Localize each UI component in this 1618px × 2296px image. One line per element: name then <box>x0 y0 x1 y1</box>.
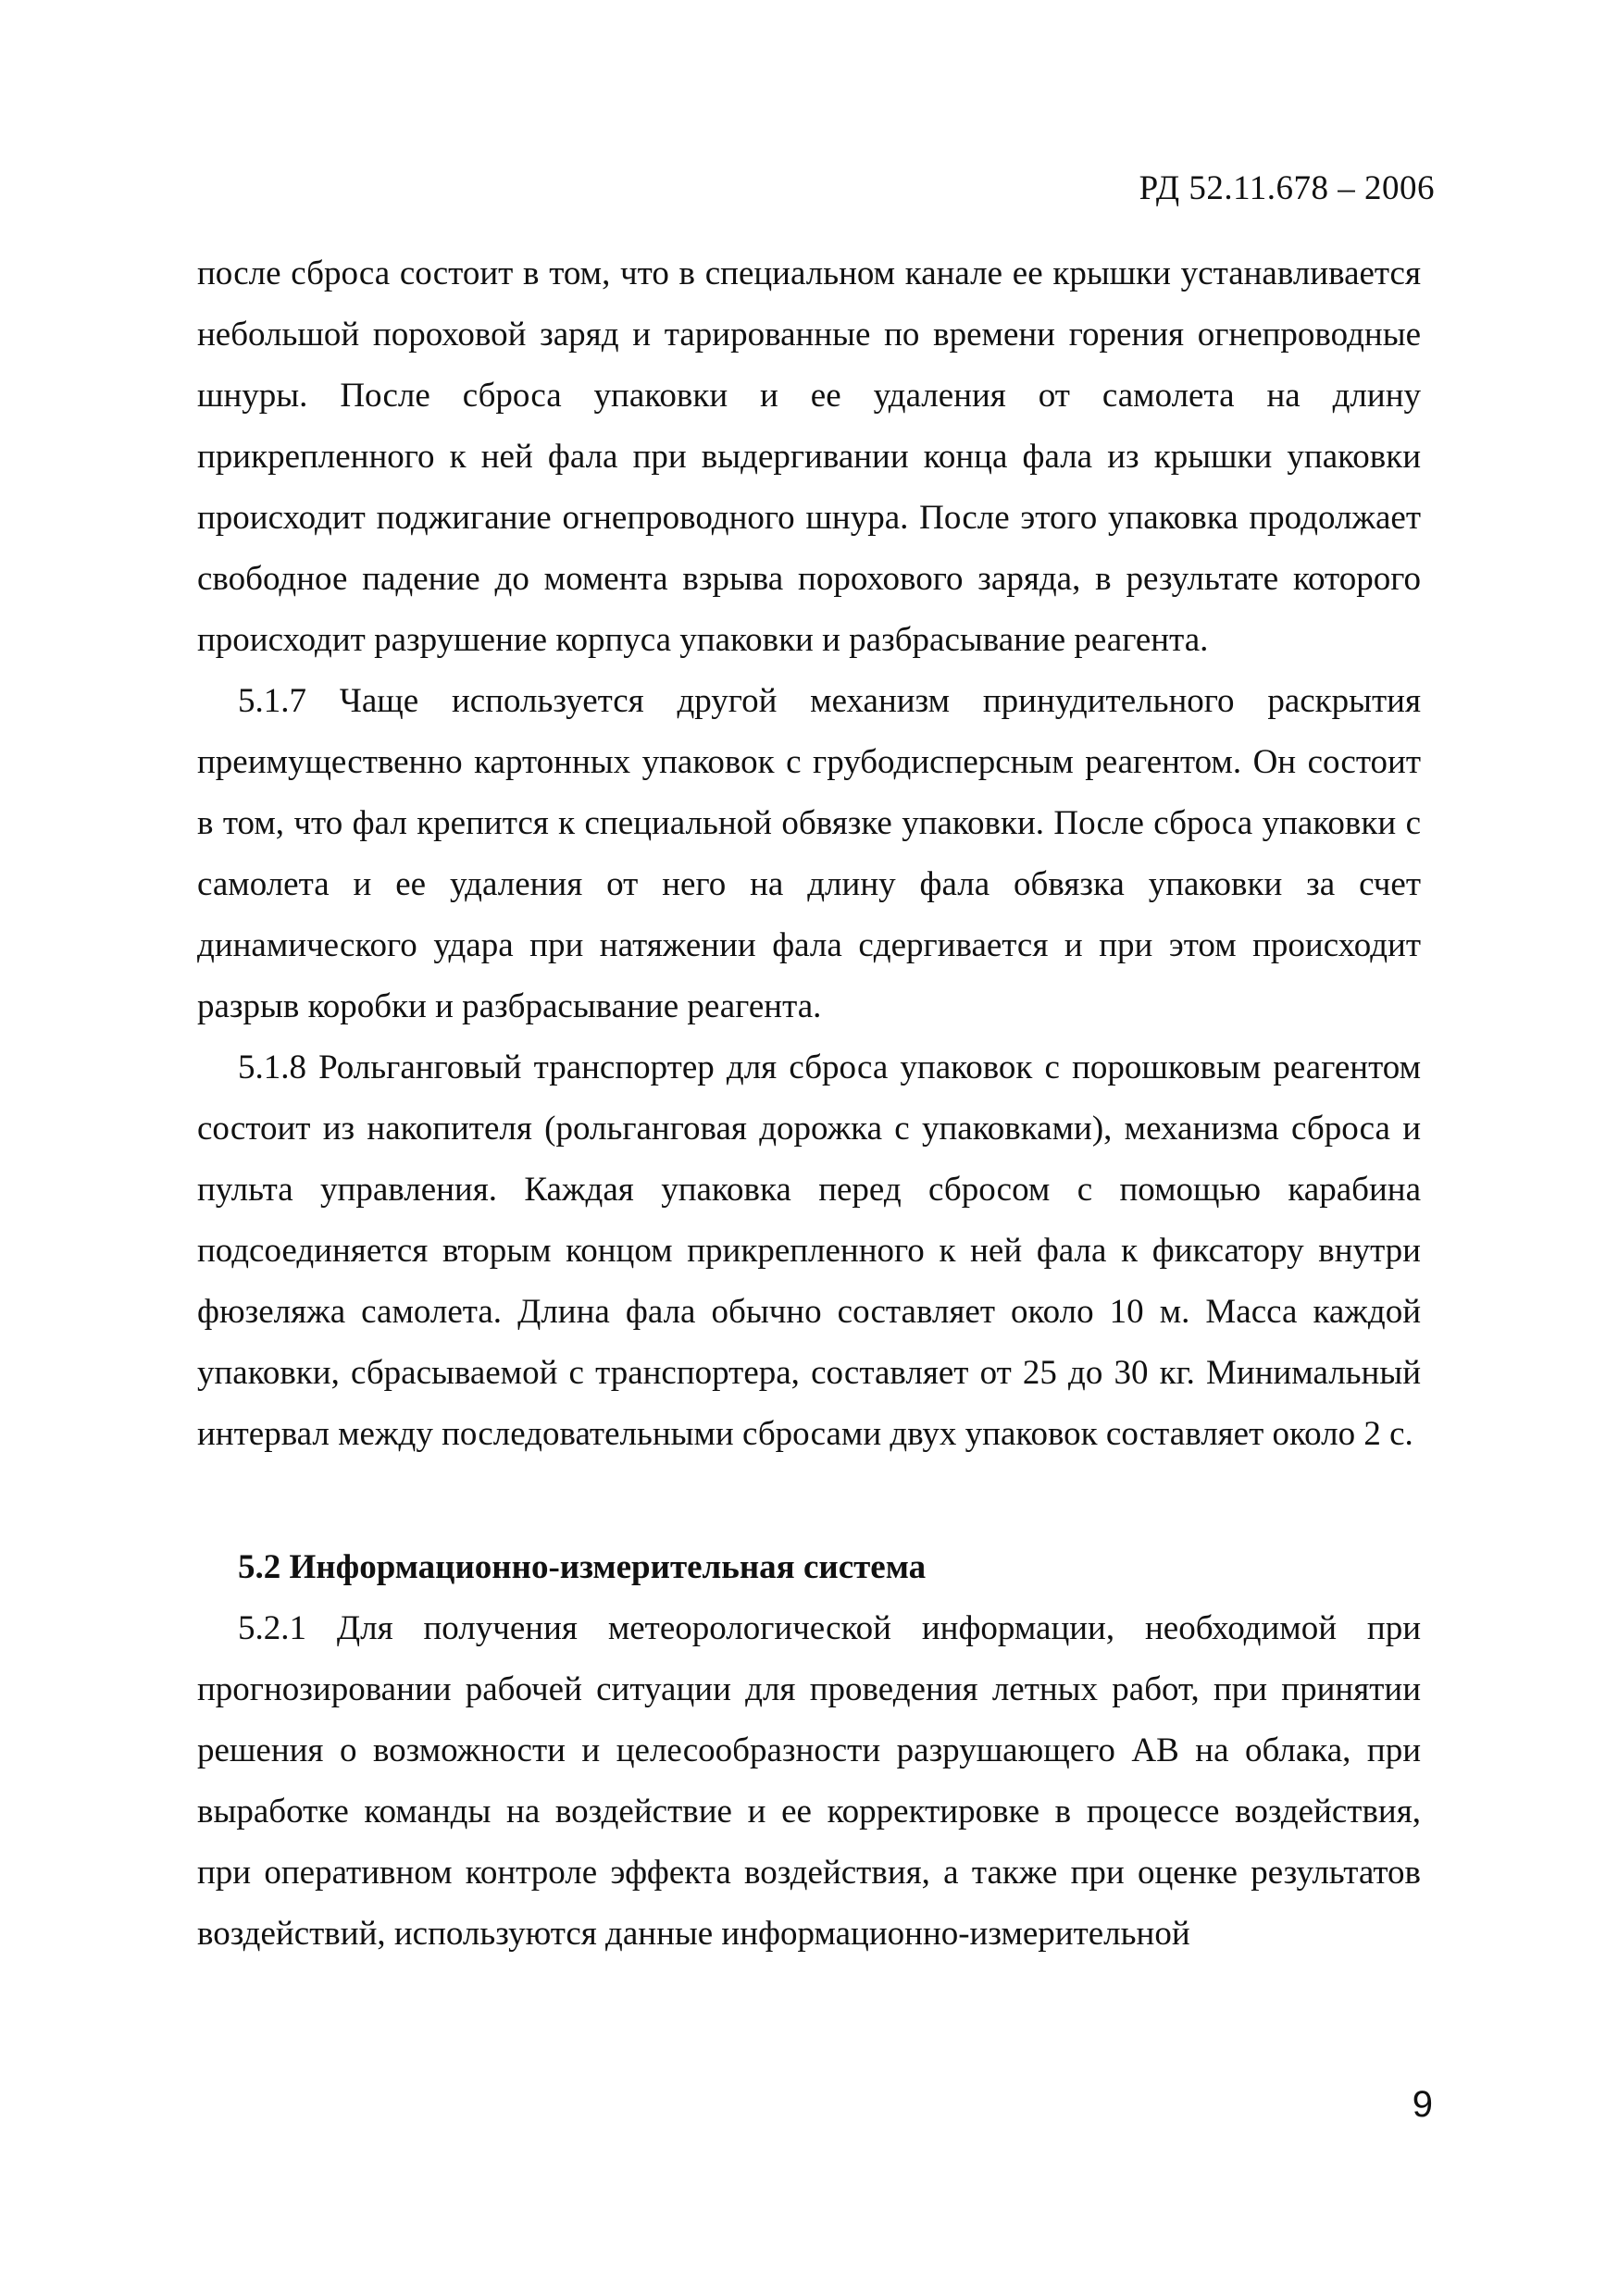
page-number: 9 <box>1412 2084 1433 2125</box>
paragraph-continuation: после сброса состоит в том, что в специальном канале ее крышки устанавливается небольшой пороховой заряд и тарированные по времени горения огнепроводные шнуры. После сброса упаковки и ее удаления от самолета на длину прикрепленного к ней фала при выдергивании конца фала из крышки упаковки происходит поджигание огнепроводного шнура. После этого упаковка продолжает свободное падение до момента взрыва порохового заряда, в результате которого происходит разрушение корпуса упаковки и разбрасывание реагента. <box>197 254 1421 659</box>
section-heading-5-2: 5.2 Информационно-измерительная система <box>238 1548 927 1586</box>
paragraph-5-1-7: 5.1.7 Чаще используется другой механизм принудительного раскрытия преимущественно картонных упаковок с грубодисперсным реагентом. Он состоит в том, что фал крепится к специальной обвязке упаковки. После сброса упаковки с самолета и ее удаления от него на длину фала обвязка упаковки за счет динамического удара при натяжении фала сдергивается и при этом происходит разрыв коробки и разбрасывание реагента. <box>197 682 1421 1025</box>
paragraph-5-2-1: 5.2.1 Для получения метеорологической информации, необходимой при прогнозировании рабочей ситуации для проведения летных работ, при принятии решения о возможности и целесообразности разрушающего АВ на облака, при выработке команды на воздействие и ее корректировке в процессе воздействия, при оперативном контроле эффекта воздействия, а также при оценке результатов воздействий, используются данные информационно-измерительной <box>197 1609 1421 1953</box>
page-body <box>197 239 1421 1965</box>
document-code: РД 52.11.678 – 2006 <box>1139 169 1435 207</box>
paragraph-5-1-8: 5.1.8 Рольганговый транспортер для сброса упаковок с порошковым реагентом состоит из накопителя (рольганговая дорожка с упаковками), механизма сброса и пульта управления. Каждая упаковка перед сбросом с помощью карабина подсоединяется вторым концом прикрепленного к ней фала к фиксатору внутри фюзеляжа самолета. Длина фала обычно составляет около 10 м. Масса каждой упаковки, сбрасываемой с транспортера, составляет от 25 до 30 кг. Минимальный интервал между последовательными сбросами двух упаковок составляет около 2 с. <box>197 1049 1421 1453</box>
